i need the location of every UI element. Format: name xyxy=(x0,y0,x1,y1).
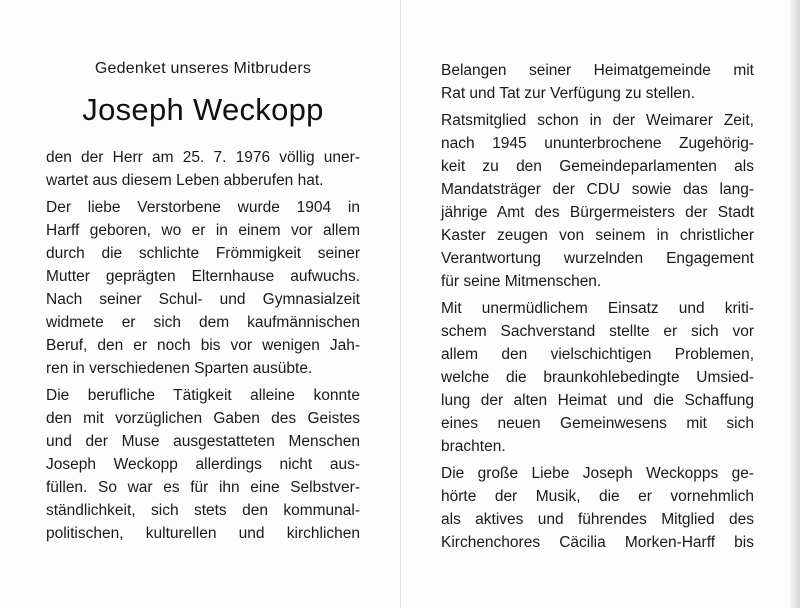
text-line: ständlichkeit, sich stets den kommunal- xyxy=(46,502,360,519)
text-line: als aktives und führendes Mitglied des xyxy=(441,511,754,528)
text-line: füllen. So war es für ihn eine Selbstver- xyxy=(46,479,360,496)
text-line: Verantwortung wurzelnden Engagement xyxy=(441,250,754,267)
text-line: den mit vorzüglichen Gaben des Geistes xyxy=(46,410,360,427)
text-line: hörte der Musik, die er vornehmlich xyxy=(441,488,754,505)
text-line: Harff geboren, wo er in einem vor allem xyxy=(46,222,360,239)
text-line: Rat und Tat zur Verfügung zu stellen. xyxy=(441,85,695,102)
text-line: Nach seiner Schul- und Gymnasialzeit xyxy=(46,291,360,308)
text-line: Mandatsträger der CDU sowie das lang- xyxy=(441,181,754,198)
fold-line xyxy=(400,0,401,608)
text-line: Der liebe Verstorbene wurde 1904 in xyxy=(46,199,360,216)
text-line: brachten. xyxy=(441,438,506,455)
text-line: politischen, kulturellen und kirchlichen xyxy=(46,525,360,542)
text-line: Die berufliche Tätigkeit alleine konnte xyxy=(46,387,360,404)
deceased-name: Joseph Weckopp xyxy=(82,92,324,127)
text-line: und der Muse ausgestatteten Menschen xyxy=(46,433,360,450)
text-line: allem den vielschichtigen Problemen, xyxy=(441,346,754,363)
text-line: Kaster zeugen von seinem in christlicher xyxy=(441,227,754,244)
text-line: Mit unermüdlichem Einsatz und kriti- xyxy=(441,300,754,317)
text-line: ren in verschiedenen Sparten ausübte. xyxy=(46,360,313,377)
text-line: durch die schlichte Frömmigkeit seiner xyxy=(46,245,360,262)
text-line: Die große Liebe Joseph Weckopps ge- xyxy=(441,465,754,482)
text-line: schem Sachverstand stellte er sich vor xyxy=(441,323,754,340)
header-text: Gedenket unseres Mitbruders xyxy=(94,60,312,77)
text-line: Joseph Weckopp allerdings nicht aus- xyxy=(46,456,360,473)
card-edge xyxy=(790,0,800,608)
text-line: nach 1945 ununterbrochene Zugehörig- xyxy=(441,135,754,152)
text-line: den der Herr am 25. 7. 1976 völlig uner- xyxy=(46,149,360,166)
text-line: für seine Mitmenschen. xyxy=(441,273,602,290)
text-line: welche die braunkohlebedingte Umsied- xyxy=(441,369,754,386)
text-line: Mutter geprägten Elternhause aufwuchs. xyxy=(46,268,360,285)
text-line: wartet aus diesem Leben abberufen hat. xyxy=(46,172,324,189)
text-line: keit zu den Gemeindeparlamenten als xyxy=(441,158,754,175)
text-line: eines neuen Gemeinwesens mit sich xyxy=(441,415,754,432)
text-line: widmete er sich dem kaufmännischen xyxy=(46,314,360,331)
text-line: Belangen seiner Heimatgemeinde mit xyxy=(441,62,754,79)
text-line: Beruf, den er noch bis vor wenigen Jah- xyxy=(46,337,360,354)
text-line: Kirchenchores Cäcilia Morken-Harff bis xyxy=(441,534,754,551)
text-line: lung der alten Heimat und die Schaffung xyxy=(441,392,754,409)
text-line: Ratsmitglied schon in der Weimarer Zeit, xyxy=(441,112,754,129)
text-line: jährige Amt des Bürgermeisters der Stadt xyxy=(441,204,754,221)
